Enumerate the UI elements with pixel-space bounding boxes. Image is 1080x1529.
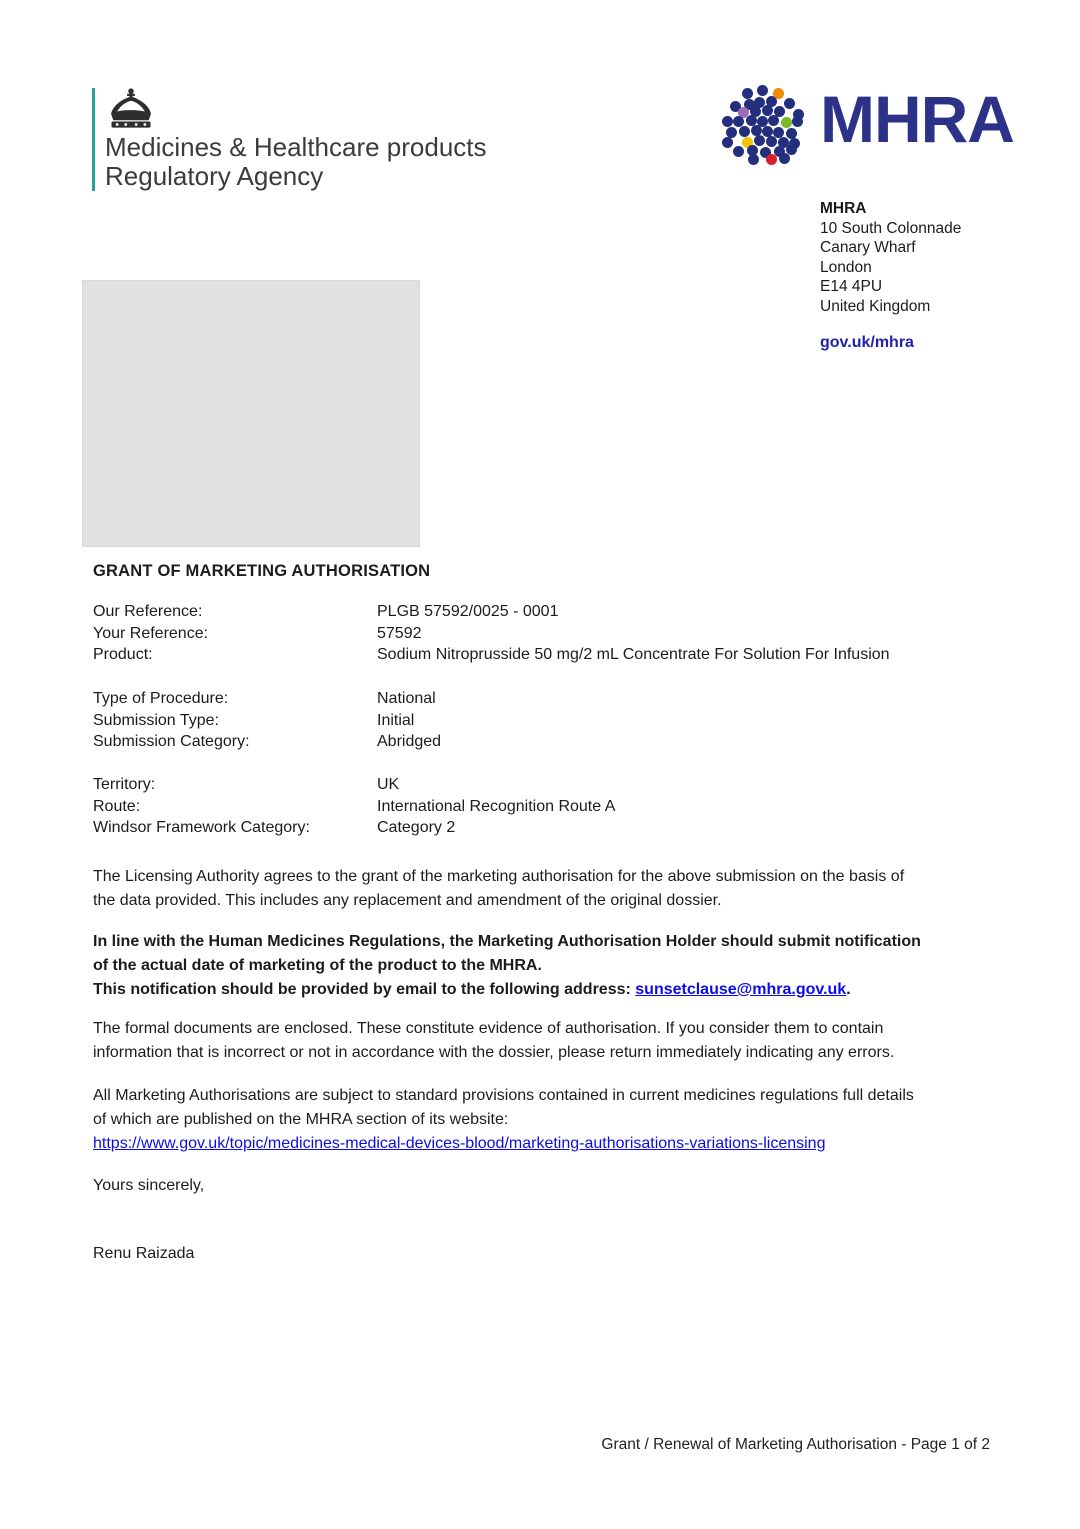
- mhra-dots-icon: [722, 84, 818, 180]
- gov-uk-mhra-link[interactable]: gov.uk/mhra: [820, 334, 914, 351]
- address-line: London: [820, 258, 872, 276]
- reference-row: [93, 623, 890, 645]
- paragraph-grant: [93, 865, 998, 913]
- paragraph-standard-provisions: [93, 1084, 998, 1156]
- paragraph-text: .: [846, 981, 851, 998]
- royal-crown-icon: [105, 86, 157, 136]
- reference-row: [93, 731, 441, 753]
- reference-row: [93, 817, 615, 839]
- paragraph-text: This notification should be provided by email to the following address:: [93, 981, 636, 998]
- address-line: United Kingdom: [820, 297, 931, 315]
- paragraph-text: The Licensing Authority agrees to the grant of the marketing authorisation for the above submission on the basis of: [93, 868, 905, 885]
- reference-label: Territory:: [93, 776, 156, 793]
- reference-row: [93, 774, 615, 796]
- reference-row: [93, 688, 441, 710]
- paragraph-text: of which are published on the MHRA section of its website:: [93, 1111, 509, 1128]
- reference-label: Windsor Framework Category:: [93, 819, 310, 837]
- reference-value: International Recognition Route A: [377, 797, 616, 815]
- department-name-line1: Medicines & Healthcare products: [105, 132, 487, 162]
- sender-address-block: [820, 199, 961, 353]
- paragraph-text: of the actual date of marketing of the product to the MHRA.: [93, 957, 542, 974]
- reference-label: Route:: [93, 797, 141, 815]
- closing-salutation: Yours sincerely,: [93, 1177, 205, 1194]
- teal-identity-bar: [92, 88, 95, 191]
- reference-row: [93, 601, 890, 623]
- paragraph-text: All Marketing Authorisations are subject to standard provisions contained in current medicines regulations full details: [93, 1087, 914, 1104]
- reference-row: [93, 710, 441, 732]
- address-line: E14 4PU: [820, 278, 883, 295]
- reference-label: Submission Type:: [93, 711, 219, 729]
- signatory-name: Renu Raizada: [93, 1245, 195, 1262]
- reference-value: PLGB 57592/0025 - 0001: [377, 603, 559, 620]
- reference-value: Initial: [377, 711, 415, 729]
- procedure-group: [93, 688, 441, 753]
- paragraph-text: The formal documents are enclosed. These constitute evidence of authorisation. If you consider them to contain: [93, 1020, 884, 1037]
- address-line: 10 South Colonnade: [820, 219, 962, 237]
- marketing-authorisations-website-link[interactable]: https://www.gov.uk/topic/medicines-medical-devices-blood/marketing-authorisations-variations-licensing: [93, 1135, 826, 1152]
- mhra-wordmark: MHRA: [820, 82, 1014, 156]
- paragraph-notification: [93, 930, 998, 1002]
- department-name-line2: Regulatory Agency: [105, 161, 324, 191]
- paragraph-text: information that is incorrect or not in accordance with the dossier, please return immediately indicating any errors.: [93, 1044, 895, 1061]
- paragraph-text: In line with the Human Medicines Regulations, the Marketing Authorisation Holder should submit notification: [93, 933, 921, 950]
- address-line: Canary Wharf: [820, 239, 916, 256]
- reference-value: National: [377, 690, 436, 707]
- paragraph-text: the data provided. This includes any replacement and amendment of the original dossier.: [93, 892, 722, 909]
- reference-value: UK: [377, 776, 400, 793]
- reference-group: [93, 601, 890, 666]
- reference-row: [93, 796, 615, 818]
- reference-value: Abridged: [377, 733, 442, 751]
- reference-label: Product:: [93, 646, 153, 664]
- reference-label: Type of Procedure:: [93, 690, 229, 707]
- redacted-recipient-box: [82, 280, 420, 547]
- reference-value: 57592: [377, 624, 422, 642]
- sender-name: MHRA: [820, 200, 867, 217]
- paragraph-formal-documents: [93, 1017, 998, 1065]
- page-footer: Grant / Renewal of Marketing Authorisation - Page 1 of 2: [601, 1436, 990, 1453]
- reference-label: Submission Category:: [93, 733, 250, 751]
- department-name: [105, 133, 487, 191]
- sunset-clause-email-link[interactable]: sunsetclause@mhra.gov.uk: [635, 981, 847, 998]
- letter-heading: GRANT OF MARKETING AUTHORISATION: [93, 562, 431, 580]
- reference-label: Your Reference:: [93, 624, 209, 642]
- reference-value: Category 2: [377, 819, 456, 837]
- territory-group: [93, 774, 615, 839]
- reference-row: [93, 644, 890, 666]
- reference-label: Our Reference:: [93, 603, 203, 620]
- reference-value: Sodium Nitroprusside 50 mg/2 mL Concentrate For Solution For Infusion: [377, 646, 890, 664]
